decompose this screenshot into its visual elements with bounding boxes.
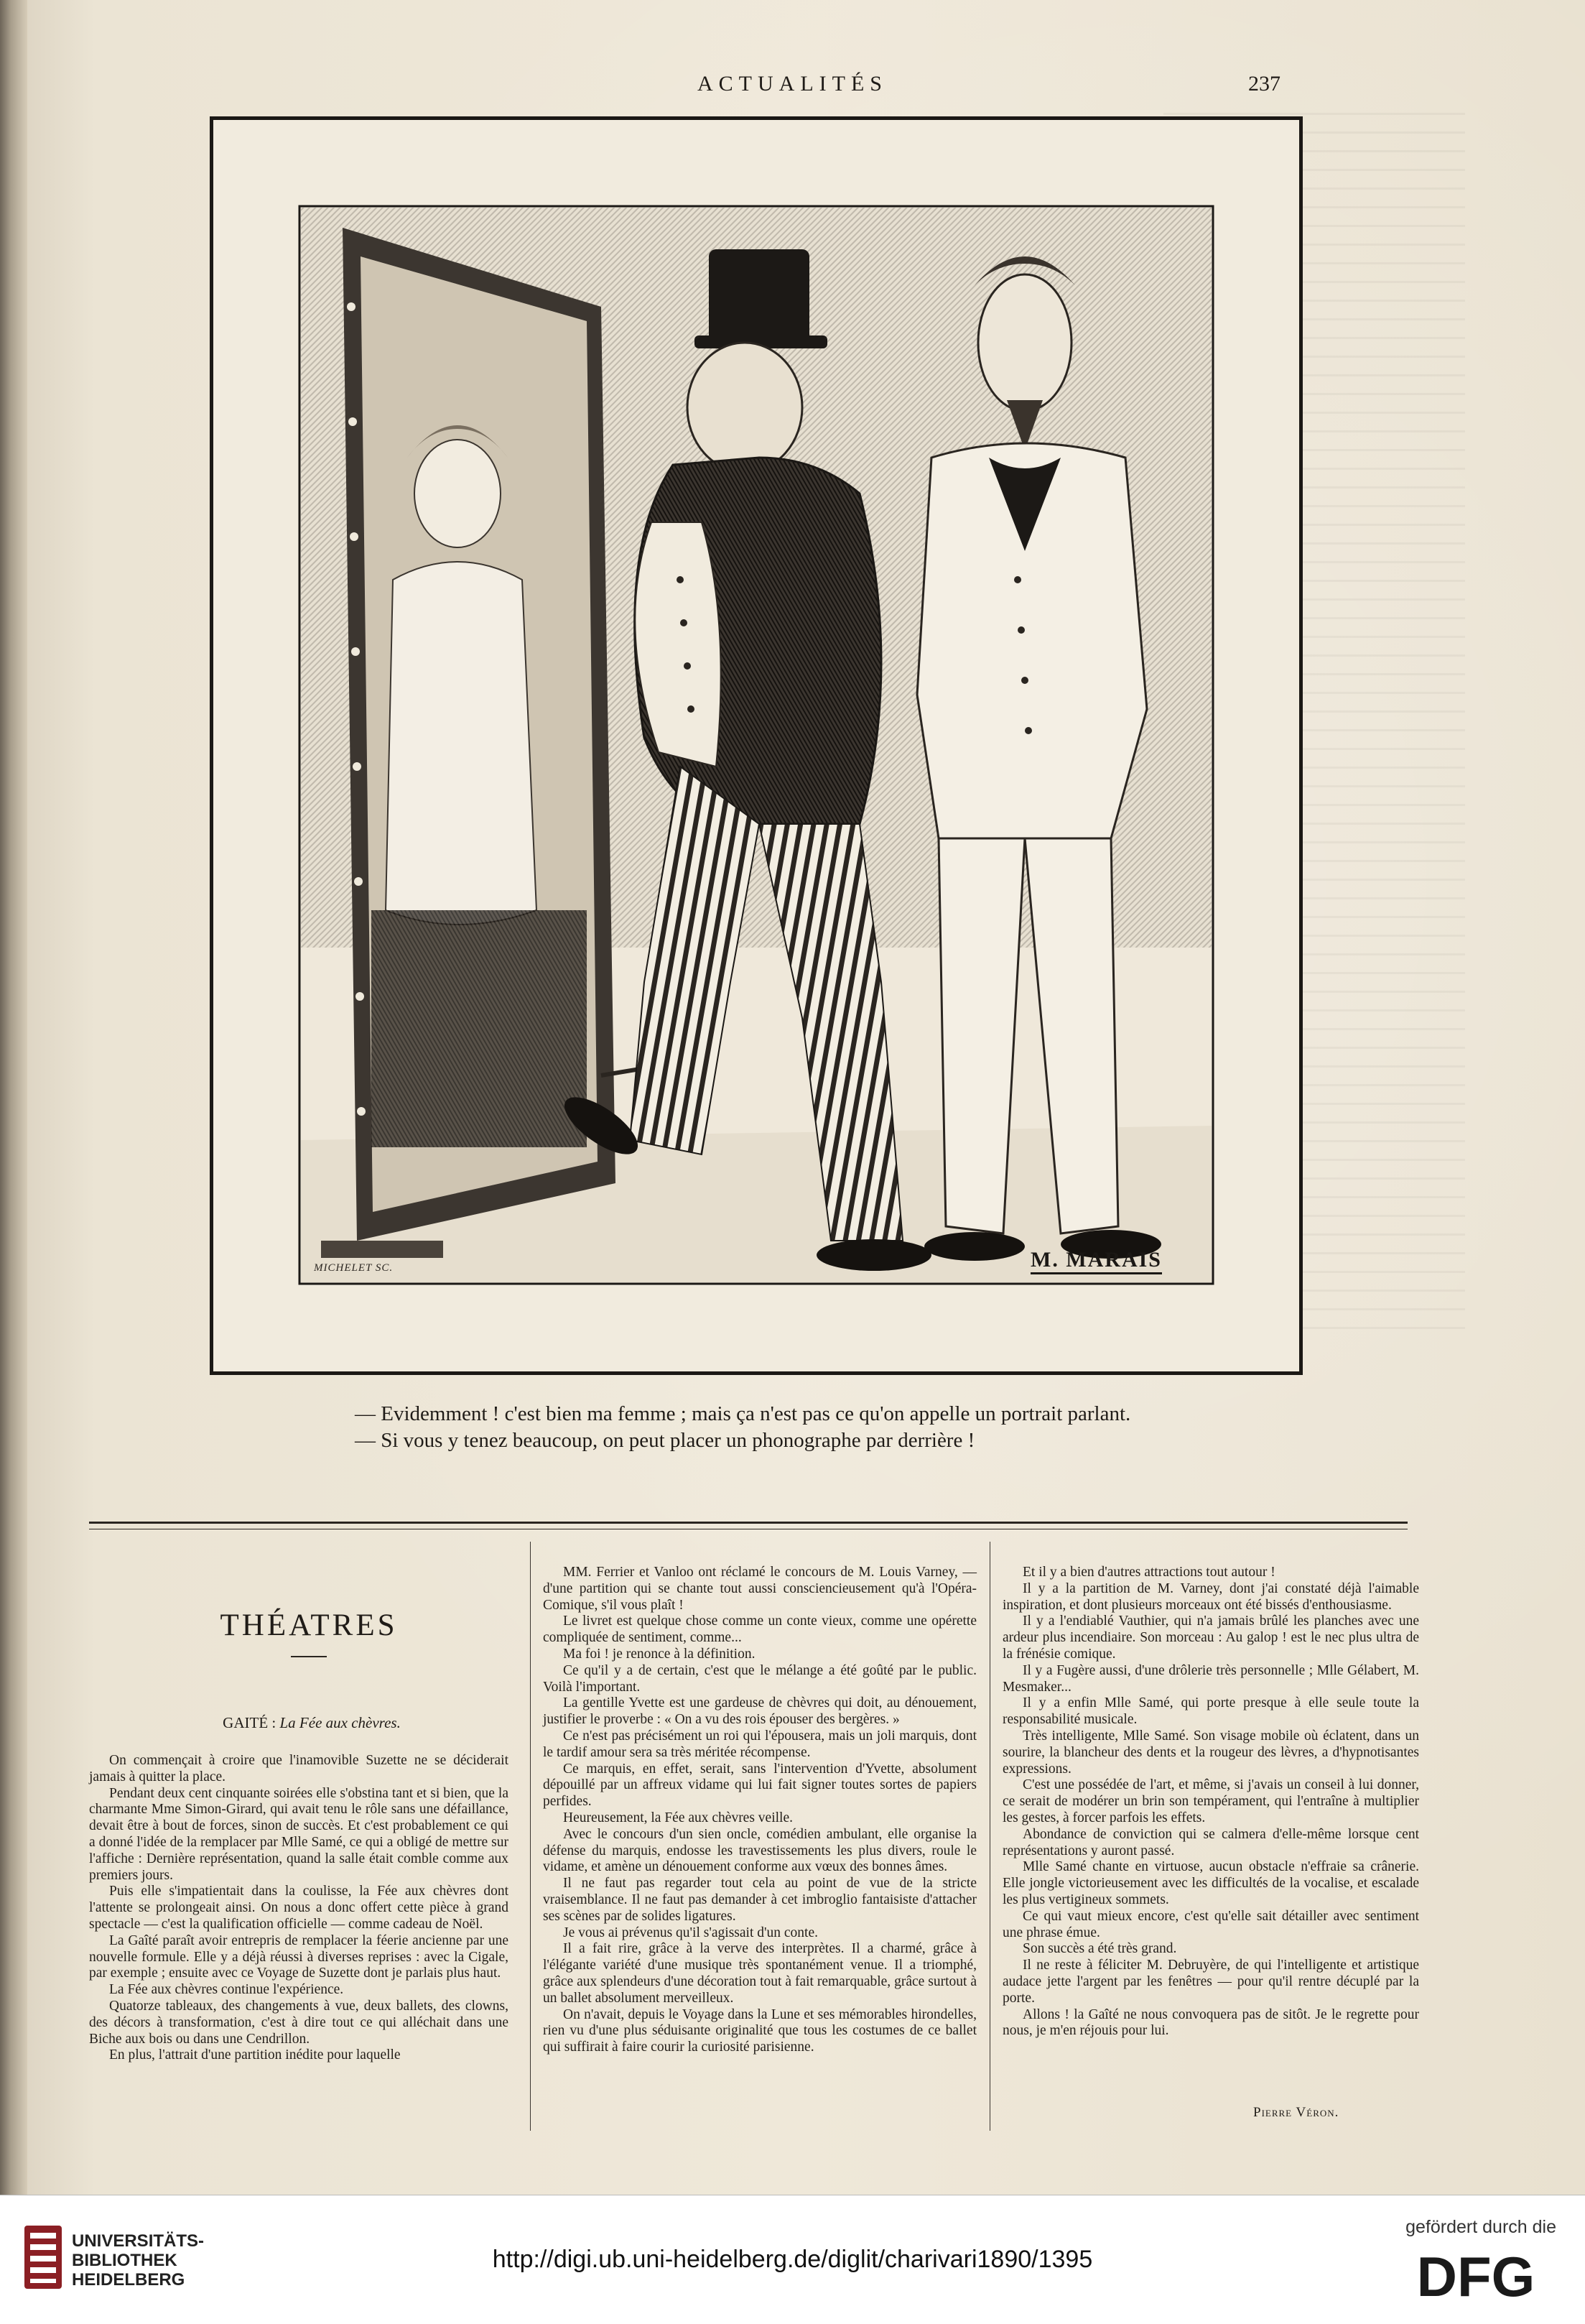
col3-paragraph: Il y a Fugère aussi, d'une drôlerie très personnelle ; Mlle Gélabert, M. Mesmaker...	[1003, 1662, 1419, 1695]
engraver-signature: MICHELET SC.	[314, 1262, 394, 1274]
cartoon-illustration	[210, 116, 1303, 1375]
cartoon-drawing	[213, 120, 1299, 1371]
col2-paragraph: La gentille Yvette est une gardeuse de chèvres qui doit, au dénouement, justifier le proverbe : « On a vu des rois épouser des bergères. »	[543, 1695, 977, 1728]
portrait-lady-dress	[386, 562, 536, 925]
easel-foot	[321, 1241, 443, 1258]
col3-paragraph: Allons ! la Gaîté ne nous convoquera pas de sitôt. Je le regrette pour nous, je m'en réjouis pour lui.	[1003, 2006, 1419, 2039]
caption-line-2: — Si vous y tenez beaucoup, on peut placer un phonographe par derrière !	[355, 1429, 975, 1452]
col3-paragraph: Très intelligente, Mlle Samé. Son visage mobile où éclatent, dans un sourire, la blancheur des dents et la rougeur des lèvres, a d'hypnotisantes expressions.	[1003, 1728, 1419, 1777]
col3-paragraph: Il ne reste à féliciter M. Debruyère, de qui l'intelligente et artistique audace jette l'argent par les fenêtres — pour qu'il rentre décuplé par la porte.	[1003, 1958, 1419, 2006]
col2-paragraph: Il a fait rire, grâce à la verve des interprètes. Il a charmé, grâce à l'élégante variété d'une musique très spontanément venue. Il a triomphé, grâce aux splendeurs d'une décoration tout à fait remarquable, grâce surtout à un ballet absolument merveilleux.	[543, 1941, 977, 2006]
col3-paragraph: Et il y a bien d'autres attractions tout autour !	[1023, 1565, 1275, 1580]
dfg-logo-text: DFG	[1416, 2247, 1535, 2305]
subheading-venue: GAITÉ :	[223, 1714, 276, 1731]
col2-paragraph: Il ne faut pas regarder tout cela au point de vue de la stricte vraisemblance. Il ne faut pas demander à cet imbroglio fantaisiste d'attacher ses scènes par de solides ligatures.	[543, 1876, 977, 1924]
col2-paragraph: Ce qu'il y a de certain, c'est que le mélange a été goûté par le public. Voilà l'important.	[543, 1662, 977, 1695]
col2-paragraph: MM. Ferrier et Vanloo ont réclamé le concours de M. Louis Varney, — d'une partition qui se chante tout aussi consciencieusement qu'à l'Opéra-Comique, s'il vous plaît !	[543, 1565, 977, 1613]
section-title: THÉATRES	[220, 1608, 398, 1642]
column-divider-1	[530, 1542, 531, 2131]
col3-paragraph: Il y a la partition de M. Varney, dont j'ai constaté déjà l'aimable inspiration, et dont plusieurs morceaux ont été bissés d'enthousiasme.	[1003, 1580, 1419, 1613]
uni-name-line-1: UNIVERSITÄTS-	[72, 2231, 205, 2251]
col3-paragraph: Son succès a été très grand.	[1023, 1941, 1177, 1957]
fat-man-head	[687, 343, 802, 472]
col3-paragraph: Mlle Samé chante en virtuose, aucun obstacle n'effraie sa crânerie. Elle jongle victorieusement avec les difficultés de la vocalise, et escalade les plus vertigineux sommets.	[1003, 1859, 1419, 1907]
col2-paragraph: Je vous ai prévenus qu'il s'agissait d'un conte.	[563, 1925, 818, 1940]
col2-paragraph: Ce marquis, en effet, serait, sans l'intervention d'Yvette, absolument dépouillé par un affreux vidame qui lui fait signer toutes sortes de papiers perfides.	[543, 1761, 977, 1810]
col2-paragraph: On n'avait, depuis le Voyage dans la Lune et ses mémorables hirondelles, rien vu d'une plus séduisante originalité que tous les costumes de ce ballet qui suffirait à faire courir la curiosité parisienne.	[543, 2006, 977, 2055]
section-rule-thick	[89, 1522, 1408, 1524]
article-column-2	[543, 1565, 977, 2056]
uni-name-line-2: BIBLIOTHEK	[72, 2251, 177, 2270]
thin-man-shoe-left	[924, 1232, 1025, 1261]
play-subheading	[89, 1714, 534, 1732]
subheading-play-title: La Fée aux chèvres.	[279, 1714, 401, 1731]
col3-paragraph: Ce qui vaut mieux encore, c'est qu'elle sait détailler avec sentiment une phrase émue.	[1003, 1908, 1419, 1940]
page-running-head: ACTUALITÉS	[697, 72, 888, 96]
cartoon-caption	[332, 1401, 1165, 1454]
col1-paragraph: Pendant deux cent cinquante soirées elle s'obstina tant et si bien, que la charmante Mme Simon-Girard, qui avait tenu le rôle sans une défaillance, devait être à bout de forces, sinon de succès. Et c'est probablement ce qui a donné l'idée de la remplacer par Mlle Samé, ce qui a obligé de mettre sur l'affiche : Dernière représentation, quand la salle était comble comme aux premiers jours.	[89, 1785, 508, 1883]
col2-paragraph: Heureusement, la Fée aux chèvres veille.	[563, 1810, 793, 1825]
artist-signature: M. MARAIS	[1031, 1248, 1162, 1274]
col1-paragraph: En plus, l'attrait d'une partition inédite pour laquelle	[109, 2047, 401, 2063]
section-title-ornament	[291, 1656, 327, 1657]
permalink-url[interactable]: http://digi.ub.uni-heidelberg.de/diglit/charivari1890/1395	[492, 2246, 1093, 2273]
portrait-dark-lower	[371, 910, 587, 1147]
col2-paragraph: Ce n'est pas précisément un roi qui l'épousera, mais un joli marquis, dont le tardif amour sera sa très méritée récompense.	[543, 1728, 977, 1760]
page-binding-shadow	[0, 0, 27, 2195]
col2-paragraph: Ma foi ! je renonce à la définition.	[563, 1646, 756, 1662]
col3-paragraph: C'est une possédée de l'art, et même, si j'avais un conseil à lui donner, ce serait de modérer un brin son tempérament, qui l'entraîne à multiplier les gestes, à forcer parfois les effets.	[1003, 1777, 1419, 1825]
col1-paragraph: Quatorze tableaux, des changements à vue, deux ballets, des clowns, des décors à transformation, c'est à dire tout ce qui alléchait dans une Biche aux bois ou dans une Cendrillon.	[89, 1998, 508, 2047]
col3-paragraph: Abondance de conviction qui se calmera d'elle-même lorsque cent représentations y auront passé.	[1003, 1826, 1419, 1858]
author-signature: Pierre Véron.	[1253, 2105, 1339, 2120]
uni-name-line-3: HEIDELBERG	[72, 2270, 185, 2290]
caption-line-1: — Evidemment ! c'est bien ma femme ; mais ça n'est pas ce qu'on appelle un portrait parlant.	[355, 1402, 1131, 1425]
col1-paragraph: On commençait à croire que l'inamovible Suzette ne se déciderait jamais à quitter la place.	[89, 1753, 508, 1784]
funded-by-label: gefördert durch die	[1405, 2217, 1556, 2237]
article-column-3	[1003, 1565, 1419, 2040]
page-number: 237	[1248, 72, 1280, 96]
col2-paragraph: Avec le concours d'un sien oncle, comédien ambulant, elle organise la défense du marquis, endosse les travestissements les plus divers, roule le vidame, et amène un dénouement conforme aux vœux des bonnes âmes.	[543, 1826, 977, 1875]
col1-paragraph: La Gaîté paraît avoir entrepris de remplacer la féerie ancienne par une nouvelle formule. Elle y a déjà réussi à diverses reprises : avec la Cigale, par exemple ; ensuite avec ce Voyage de Suzette dont je parlais plus haut.	[89, 1932, 508, 1981]
digital-library-footer	[0, 2195, 1585, 2324]
col3-paragraph: Il y a l'endiablé Vauthier, qui n'a jamais brûlé les planches avec une ardeur plus incendiaire. Son morceau : Au galop ! est le nec plus ultra de la frénésie comique.	[1003, 1614, 1419, 1662]
dfg-logo-icon[interactable]	[1397, 2247, 1555, 2305]
col3-paragraph: Il y a enfin Mlle Samé, qui porte presque à elle seule toute la responsabilité musicale.	[1003, 1695, 1419, 1728]
col1-paragraph: La Fée aux chèvres continue l'expérience.	[109, 1982, 344, 1998]
col2-paragraph: Le livret est quelque chose comme un conte vieux, comme une opérette compliquée de sentiment, comme...	[543, 1614, 977, 1646]
article-column-1	[89, 1753, 508, 2064]
portrait-lady-face	[414, 440, 501, 547]
thin-man-head	[978, 274, 1072, 411]
top-hat	[709, 249, 809, 343]
col1-paragraph: Puis elle s'impatientait dans la coulisse, la Fée aux chèvres dont l'attente se prolongeait ainsi. On nous a donc offert cette pièce à grand spectacle — c'est la qualification officielle — comme cadeau de Noël.	[89, 1884, 508, 1932]
fat-man-planted-shoe	[817, 1239, 931, 1271]
